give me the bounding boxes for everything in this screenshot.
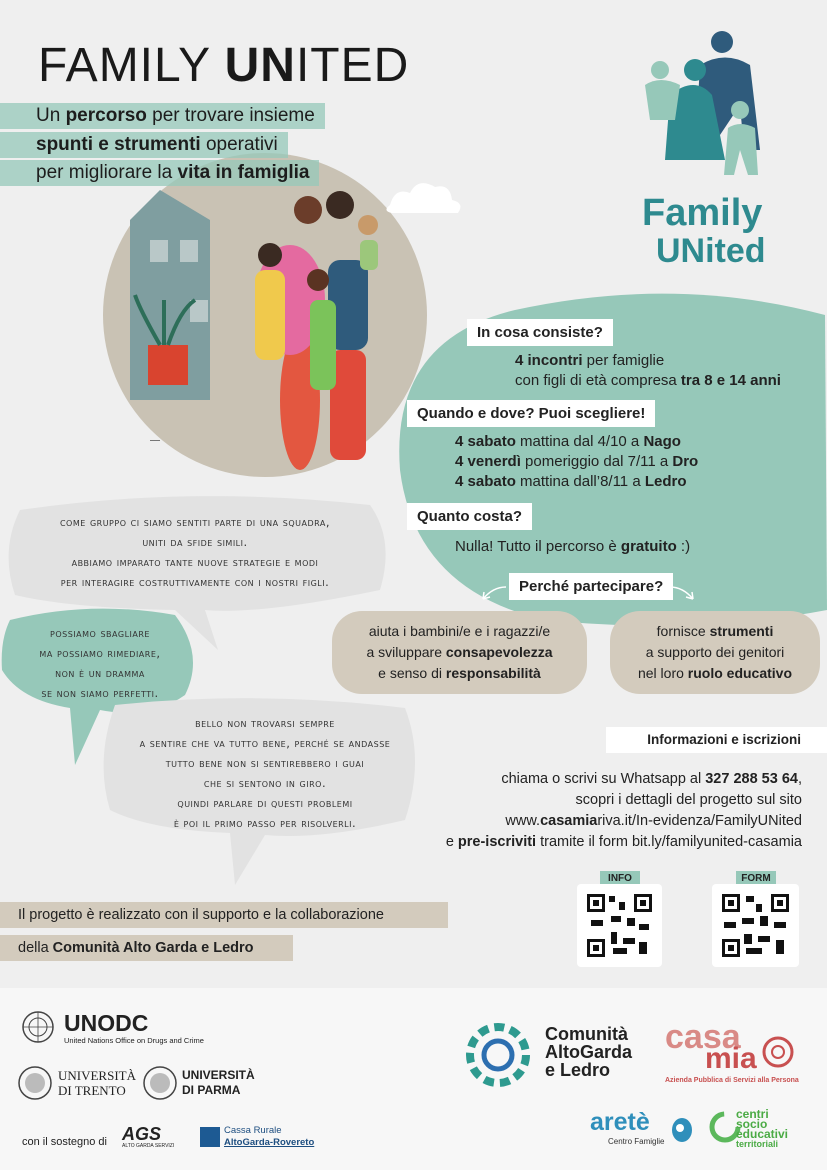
arrow-right-icon	[668, 583, 698, 603]
headline-band-1: Un percorso per trovare insieme	[0, 103, 325, 129]
benefit-parents-pill: fornisce strumenti a supporto dei genitori nel loro ruolo educativo	[610, 611, 820, 694]
trento-logo-2: DI TRENTO	[58, 1083, 126, 1098]
question-what: In cosa consiste?	[467, 319, 613, 346]
cassa-rurale-icon	[200, 1127, 220, 1147]
schedule-nago: 4 sabato mattina dal 4/10 a Nago	[455, 433, 681, 450]
page-title: FAMILY UNITED	[38, 39, 410, 92]
quote-bubble-1: come gruppo ci siamo sentiti parte di una squadra, uniti da sfide simili. abbiamo imparato tante nuove strategie e modi per interagire costruttivamente con i nostri figli.	[59, 515, 331, 589]
ags-subtitle: ALTO GARDA SERVIZI	[122, 1143, 175, 1149]
arrow-left-icon	[478, 583, 508, 603]
centri-logo: centri socio educativi territoriali	[736, 1107, 789, 1149]
answer-what-2: con figli di età compresa tra 8 e 14 anni	[515, 372, 781, 389]
headline-band-2: spunti e strumenti operativi	[0, 132, 288, 158]
quote-bubble-2: possiamo sbagliare ma possiamo rimediare, non è un dramma se non siamo perfetti.	[39, 626, 161, 700]
arete-subtitle: Centro Famiglie	[608, 1137, 665, 1146]
contacts-heading: Informazioni e iscrizioni	[606, 727, 827, 753]
contact-website-link[interactable]: www.casamiariva.it/In-evidenza/FamilyUNited	[505, 813, 802, 829]
casamia-logo-casa: casa	[665, 1018, 741, 1056]
headline-band-3: per migliorare la vita in famiglia	[0, 160, 319, 186]
trento-logo-1: UNIVERSITÀ	[58, 1068, 136, 1083]
qr-code-form[interactable]	[712, 884, 799, 967]
clouds-decoration	[380, 175, 470, 225]
family-united-logo	[640, 30, 780, 190]
answer-cost: Nulla! Tutto il percorso è gratuito :)	[455, 538, 691, 555]
parma-logo-1: UNIVERSITÀ	[182, 1068, 255, 1082]
snail-icon	[758, 1030, 798, 1070]
schedule-dro: 4 venerdì pomeriggio dal 7/11 a Dro	[455, 453, 699, 470]
cassa-rurale-logo-2: AltoGarda-Rovereto	[224, 1137, 315, 1148]
sponsor-label: con il sostegno di	[22, 1136, 107, 1148]
contact-phone: chiama o scrivi su Whatsapp al 327 288 53 64,	[501, 771, 802, 787]
casamia-logo-mia: mia	[705, 1042, 757, 1075]
support-band-2: della Comunità Alto Garda e Ledro	[0, 935, 293, 961]
unodc-logo: UNODC	[64, 1010, 149, 1036]
ags-logo: AGS	[122, 1124, 162, 1144]
parma-logo-2: DI PARMA	[182, 1083, 241, 1097]
logo-text-united: UNited	[656, 232, 766, 270]
comunita-logo: Comunità AltoGarda e Ledro	[545, 1024, 633, 1080]
contact-form-link[interactable]: e pre-iscriviti tramite il form bit.ly/familyunited-casamia	[445, 834, 802, 850]
cassa-rurale-logo-1: Cassa Rurale	[224, 1125, 282, 1136]
support-band-1: Il progetto è realizzato con il supporto e la collaborazione	[0, 902, 448, 928]
qr-form-label: FORM	[736, 871, 776, 886]
benefit-children-pill: aiuta i bambini/e e i ragazzi/e a sviluppare consapevolezza e senso di responsabilità	[332, 611, 587, 694]
parma-seal-icon	[142, 1065, 178, 1101]
schedule-ledro: 4 sabato mattina dall’8/11 a Ledro	[455, 473, 687, 490]
qr-code-info[interactable]	[577, 884, 662, 967]
comunita-emblem-icon	[458, 1015, 538, 1095]
qr-info-label: INFO	[600, 871, 640, 886]
logo-text-family: Family	[642, 192, 763, 234]
contact-details: scopri i dettagli del progetto sul sito	[575, 792, 802, 808]
question-cost: Quanto costa?	[407, 503, 532, 530]
unodc-subtitle: United Nations Office on Drugs and Crime	[64, 1036, 204, 1045]
question-why: Perché partecipare?	[509, 573, 673, 600]
arete-logo: aretè	[590, 1108, 650, 1136]
un-emblem-icon	[17, 1010, 59, 1044]
arete-mascot-icon	[668, 1108, 696, 1144]
quote-bubble-3: bello non trovarsi sempre a sentire che va tutto bene, perché se andasse tutto bene non si sentirebbero i guai che si sentono in giro. quindi parlare di questi problemi è poi il primo passo per risolverli.	[139, 716, 391, 830]
trento-seal-icon	[17, 1065, 53, 1101]
casamia-subtitle: Azienda Pubblica di Servizi alla Persona	[665, 1077, 799, 1084]
question-when-where: Quando e dove? Puoi scegliere!	[407, 400, 655, 427]
answer-what-1: 4 incontri per famiglie	[515, 352, 665, 369]
